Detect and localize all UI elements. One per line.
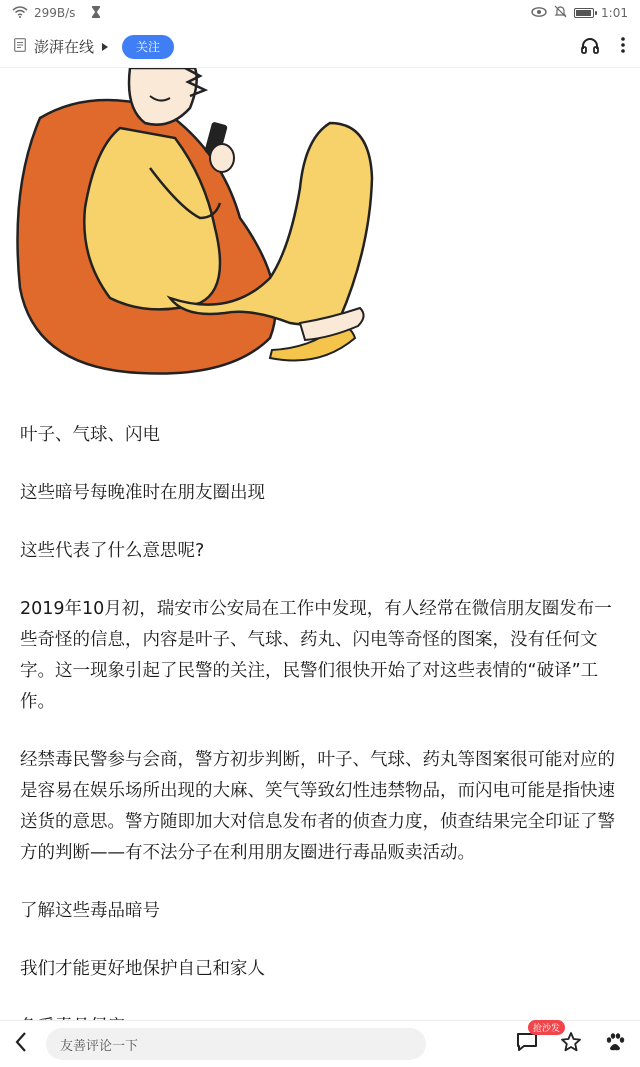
comment-badge: 抢沙发 [528,1020,565,1035]
app-header [0,26,640,68]
hand-shape [210,144,234,172]
article-paragraph: 经禁毒民警参与会商，警方初步判断，叶子、气球、药丸等图案很可能对应的是容易在娱乐场所出现的大麻、笑气等致幻性违禁物品，而闪电可能是指快速送货的意思。警方随即加大对信息发布者的侦查力度，侦查结果完全印证了警方的判断——有不法分子在利用朋友圈进行毒品贩卖活动。 [20,750,615,863]
article-body [20,420,620,1067]
status-right [531,5,628,21]
article-paragraph: 了解这些毒品暗号 [20,901,160,921]
source-name[interactable]: 澎湃在线 [34,38,95,56]
article-doc-icon [14,37,26,56]
follow-button[interactable]: 关注 [122,35,174,59]
mute-bell-icon [554,5,567,21]
headphones-icon[interactable] [580,36,600,58]
status-bar [0,0,640,26]
comment-button[interactable] [516,1024,561,1056]
more-vertical-icon[interactable] [620,36,626,58]
bottom-actions [516,1024,626,1057]
hourglass-icon [91,6,101,21]
article-illustration [0,68,640,388]
head-shape [129,68,197,125]
article-paragraph: 这些代表了什么意思呢? [20,541,205,561]
comment-input[interactable] [46,1028,426,1060]
network-speed: 299B/s [34,6,76,20]
wifi-icon [12,6,28,21]
paw-icon[interactable] [604,1031,626,1057]
status-time: 1:01 [601,6,628,20]
comment-icon [516,1037,538,1056]
source-arrow-icon[interactable] [102,43,108,51]
comment-placeholder: 友善评论一下 [60,1038,139,1054]
eye-icon [531,6,547,20]
battery-icon [574,8,594,18]
status-left [12,6,101,21]
article-paragraph: 我们才能更好地保护自己和家人 [20,959,265,979]
header-actions [580,36,626,58]
bottom-bar [0,1020,640,1067]
article-paragraph: 2019年10月初，瑞安市公安局在工作中发现，有人经常在微信朋友圈发布一些奇怪的信息，内容是叶子、气球、药丸、闪电等奇怪的图案，没有任何文字。这一现象引起了民警的关注，民警们很快开始了对这些表情的“破译”工作。 [20,599,612,712]
star-icon[interactable] [560,1031,582,1057]
article-paragraph: 叶子、气球、闪电 [20,425,160,445]
back-chevron-icon[interactable] [14,1031,28,1057]
article-paragraph: 这些暗号每晚准时在朋友圈出现 [20,483,265,503]
